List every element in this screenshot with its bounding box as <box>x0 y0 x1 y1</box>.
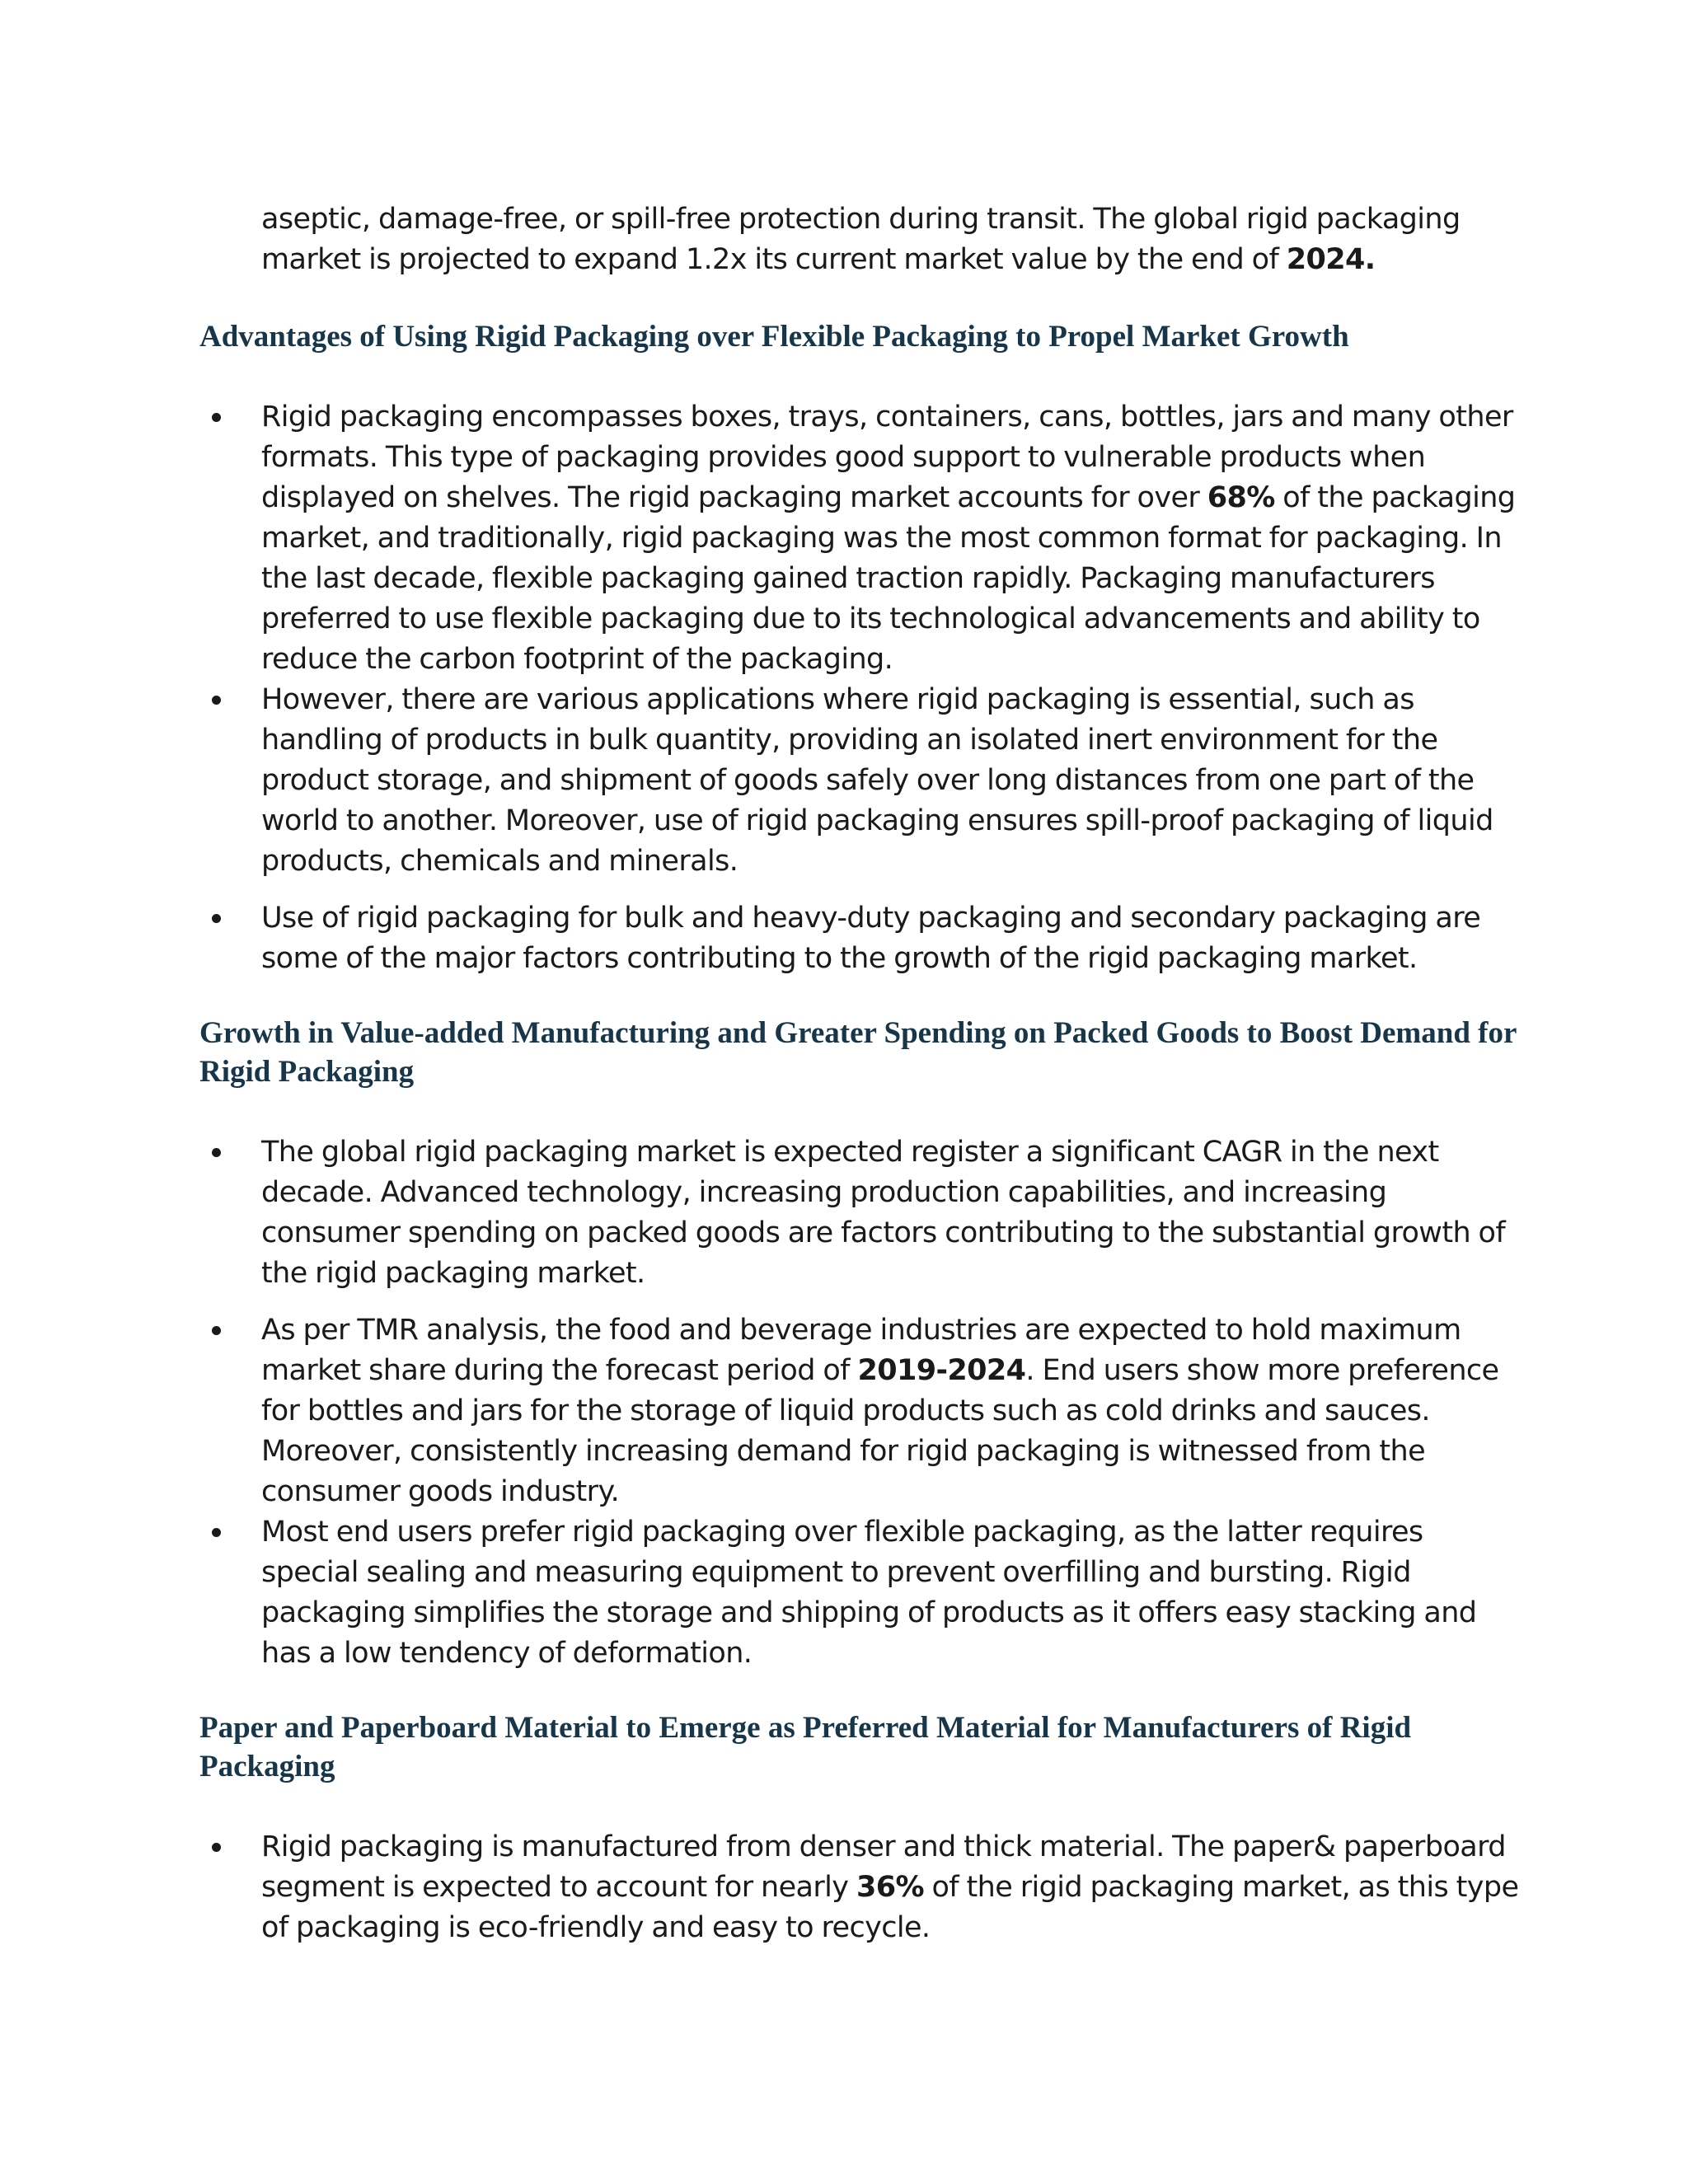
list-item <box>0 680 1522 882</box>
bullet-text: . End users show more preference for bottles and jars for the storage of liquid products such as cold drinks and sauces. Moreover, consistently increasing demand for rigid packaging is witnessed from the consumer goods industry. <box>261 1354 1499 1508</box>
section-heading-advantages: Advantages of Using Rigid Packaging over Flexible Packaging to Propel Market Growth <box>199 320 1349 354</box>
bullet-icon <box>212 1528 221 1537</box>
list-item <box>0 397 1522 680</box>
section-heading-paper: Paper and Paperboard Material to Emerge as Preferred Material for Manufacturers of Rigid Packaging <box>199 1711 1412 1783</box>
list-item <box>0 1132 1522 1294</box>
bullet-list-growth <box>0 1132 1522 1674</box>
list-item <box>0 898 1522 979</box>
bullet-bold: 2019-2024 <box>857 1354 1026 1387</box>
bullet-bold: 36% <box>856 1871 924 1904</box>
intro-paragraph <box>261 199 1514 280</box>
list-item <box>0 1310 1522 1512</box>
bullet-text: However, there are various applications where rigid packaging is essential, such as handling of products in bulk quantity, providing an isolated inert environment for the product storage, and shipment of goods safely over long distances from one part of the world to another. Moreover, use of rigid packaging ensures spill-proof packaging of liquid products, chemicals and minerals. <box>261 683 1493 878</box>
bullet-list-paper <box>0 1827 1522 1948</box>
bullet-text: Rigid packaging encompasses boxes, trays, containers, cans, bottles, jars and many other formats. This type of packaging provides good support to vulnerable products when displayed on shelves. The rigid packaging market accounts for over <box>261 401 1513 514</box>
bullet-text: of the rigid packaging market, as this type of packaging is eco-friendly and easy to recycle. <box>261 1871 1519 1944</box>
bullet-text: Most end users prefer rigid packaging over flexible packaging, as the latter requires special sealing and measuring equipment to prevent overfilling and bursting. Rigid packaging simplifies the storage and shipping of products as it offers easy stacking and has a low tendency of deformation. <box>261 1516 1477 1670</box>
bullet-list-advantages <box>0 397 1522 979</box>
bullet-icon <box>212 914 221 923</box>
intro-bold: 2024. <box>1286 243 1376 276</box>
bullet-text: The global rigid packaging market is expected register a significant CAGR in the next decade. Advanced technology, increasing production capabilities, and increasing consumer spending on packed goods are factors contributing to the substantial growth of the rigid packaging market. <box>261 1136 1506 1290</box>
bullet-text: of the packaging market, and traditionally, rigid packaging was the most common format for packaging. In the last decade, flexible packaging gained traction rapidly. Packaging manufacturers preferred to use flexible packaging due to its technological advancements and ability to reduce the carbon footprint of the packaging. <box>261 481 1516 676</box>
section-heading-growth: Growth in Value-added Manufacturing and Greater Spending on Packed Goods to Boost Demand for Rigid Packaging <box>199 1016 1517 1089</box>
intro-text: aseptic, damage-free, or spill-free protection during transit. The global rigid packaging market is projected to expand 1.2x its current market value by the end of <box>261 203 1461 276</box>
list-item <box>0 1827 1522 1948</box>
bullet-icon <box>212 1326 221 1335</box>
bullet-bold: 68% <box>1207 481 1275 514</box>
bullet-icon <box>212 696 221 705</box>
bullet-icon <box>212 1148 221 1157</box>
bullet-text: Use of rigid packaging for bulk and heavy-duty packaging and secondary packaging are some of the major factors contributing to the growth of the rigid packaging market. <box>261 902 1481 975</box>
bullet-icon <box>212 413 221 422</box>
bullet-icon <box>212 1843 221 1852</box>
bullet-text: As per TMR analysis, the food and beverage industries are expected to hold maximum market share during the forecast period of <box>261 1314 1461 1387</box>
bullet-text: Rigid packaging is manufactured from denser and thick material. The paper& paperboard segment is expected to account for nearly <box>261 1830 1506 1904</box>
list-item <box>0 1512 1522 1674</box>
